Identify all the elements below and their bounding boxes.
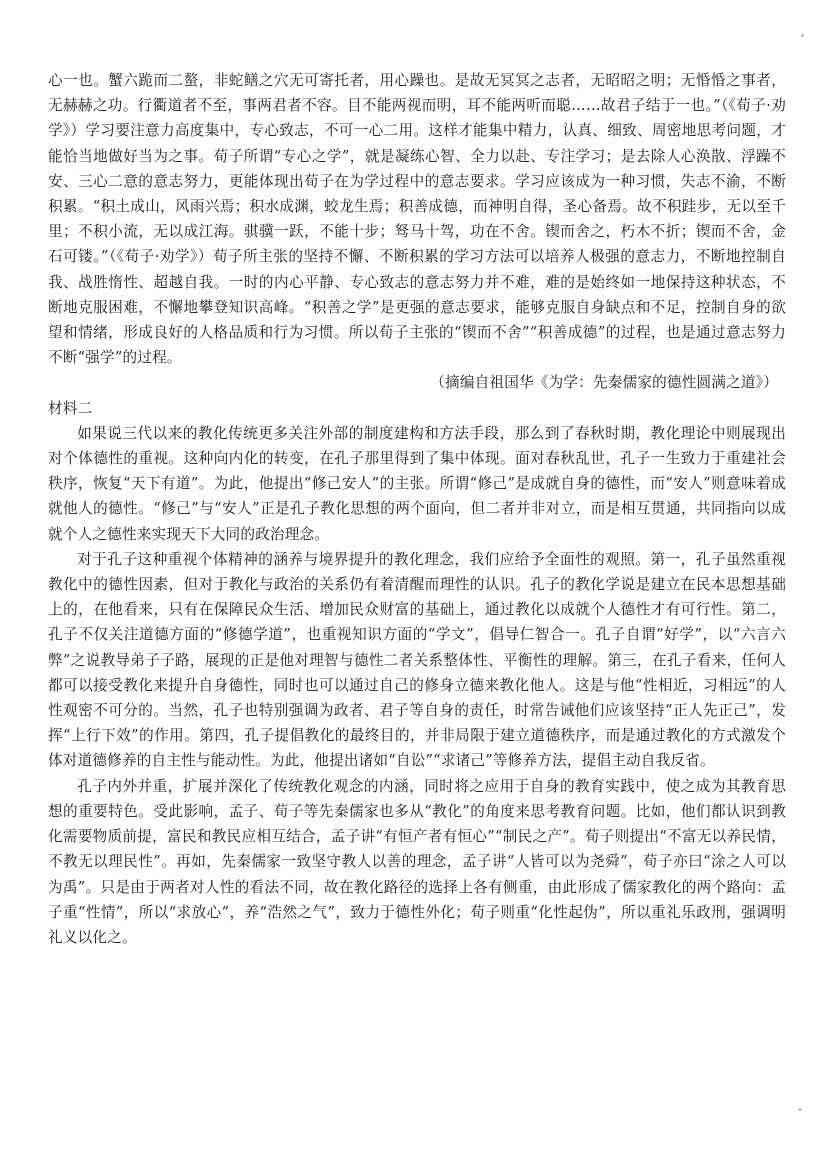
material-one-source: （摘编自祖国华《为学：先秦儒家的德性圆满之道》） bbox=[430, 374, 778, 392]
material-two-heading: 材料二 bbox=[48, 399, 93, 417]
scan-speck bbox=[801, 34, 804, 37]
material-two-paragraph: 孔子内外并重，扩展并深化了传统教化观念的内涵，同时将之应用于自身的教育实践中，使之成为其教育思想的重要特色。受此影响，孟子、荀子等先秦儒家也多从“教化”的角度来思考教育问题。比如，他们都认识到教化需要物质前提，富民和教民应相互结合，孟子讲“有恒产者有恒心”“制民之产”。荀子则提出“不富无以养民情，不教无以理民性”。再如，先秦儒家一致坚守教人以善的理念，孟子讲“人皆可以为尧舜”，荀子亦曰“涂之人可以为禹”。只是由于两者对人性的看法不同，故在教化路径的选择上各有侧重，由此形成了儒家教化的两个路向：孟子重“性情”，所以“求放心”，养“浩然之气”，致力于德性外化；荀子则重“化性起伪”，所以重礼乐政刑，强调明礼义以化之。 bbox=[48, 777, 786, 946]
material-one-paragraph: 心一也。蟹六跪而二螯，非蛇鳝之穴无可寄托者，用心躁也。是故无冥冥之志者，无昭昭之明；无惛惛之事者，无赫赫之功。行衢道者不至，事两君者不容。目不能两视而明，耳不能两听而聪……故君子结于一也。”（《荀子·劝学》）学习要注意力高度集中，专心致志，不可一心二用。这样才能集中精力，认真、细致、周密地思考问题，才能恰当地做好当为之事。荀子所谓“专心之学”，就是凝练心智、全力以赴、专注学习；是去除人心涣散、浮躁不安、三心二意的意志努力，更能体现出荀子在为学过程中的意志要求。学习应该成为一种习惯，失志不渝，不断积累。“积土成山，风雨兴焉；积水成渊，蛟龙生焉；积善成德，而神明自得，圣心备焉。故不积跬步，无以至千里；不积小流，无以成江海。骐骥一跃，不能十步；驽马十驾，功在不舍。锲而舍之，朽木不折；锲而不舍，金石可镂。”（《荀子·劝学》）荀子所主张的坚持不懈、不断积累的学习方法可以培养人极强的意志力，不断地控制自我、战胜惰性、超越自我。一时的内心平静、专心致志的意志努力并不难，难的是始终如一地保持这种状态，不断地克服困难，不懈地攀登知识高峰。“积善之学”是更强的意志要求，能够克服自身缺点和不足，控制自身的欲望和情绪，形成良好的人格品质和行为习惯。所以荀子主张的“锲而不舍”“积善成德”的过程，也是通过意志努力不断“强学”的过程。 bbox=[48, 72, 786, 367]
material-two-paragraph: 对于孔子这种重视个体精神的涵养与境界提升的教化理念，我们应给予全面性的观照。第一，孔子虽然重视教化中的德性因素，但对于教化与政治的关系仍有着清醒而理性的认识。孔子的教化学说是建立在民本思想基础上的，在他看来，只有在保障民众生活、增加民众财富的基础上，通过教化以成就个人德性才有可行性。第二，孔子不仅关注道德方面的“修德学道”，也重视知识方面的“学文”，倡导仁智合一。孔子自谓“好学”，以“六言六弊”之说教导弟子子路，展现的正是他对理智与德性二者关系整体性、平衡性的理解。第三，在孔子看来，任何人都可以接受教化来提升自身德性，同时也可以通过自己的修身立德来教化他人。这是与他“性相近，习相远”的人性观密不可分的。当然，孔子也特别强调为政者、君子等自身的责任，时常告诫他们应该坚持“正人先正己”，发挥“上行下效”的作用。第四，孔子提倡教化的最终目的，并非局限于建立道德秩序，而是通过教化的方式激发个体对道德修养的自主性与能动性。为此，他提出诸如“自讼”“求诸己”等修养方法，提倡主动自我反省。 bbox=[48, 550, 786, 770]
material-two-paragraph: 如果说三代以来的教化传统更多关注外部的制度建构和方法手段，那么到了春秋时期，教化理论中则展现出对个体德性的重视。这种向内化的转变，在孔子那里得到了集中体现。面对春秋乱世，孔子一生致力于重建社会秩序，恢复“天下有道”。为此，他提出“修己安人”的主张。所谓“修己”是成就自身的德性，而“安人”则意味着成就他人的德性。“修己”与“安人”正是孔子教化思想的两个面向，但二者并非对立，而是相互贯通，共同指向以成就个人之德性来实现天下大同的政治理念。 bbox=[48, 424, 786, 543]
scan-speck bbox=[798, 1108, 802, 1111]
document-page bbox=[48, 68, 786, 950]
